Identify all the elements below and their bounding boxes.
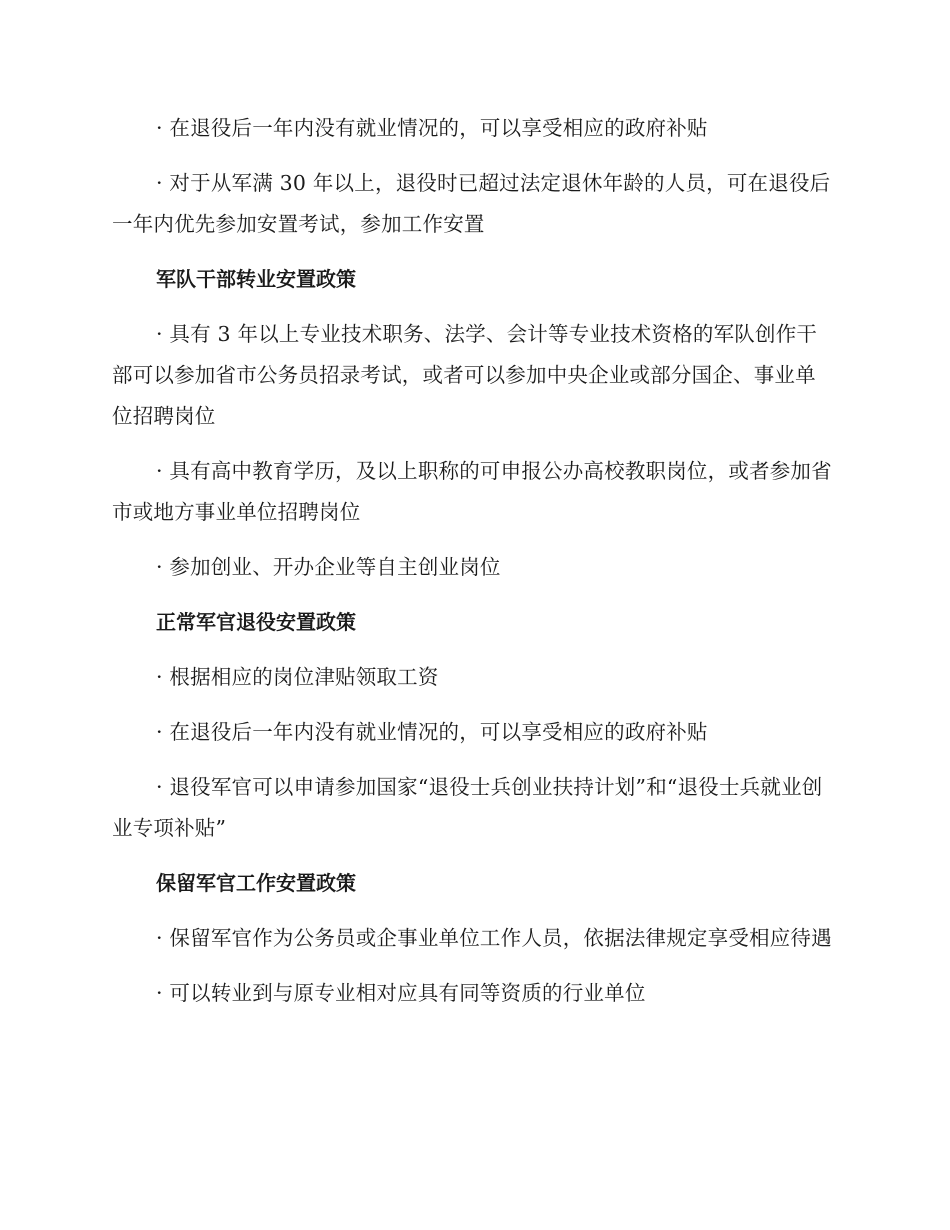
paragraph: · 退役军官可以申请参加国家“退役士兵创业扶持计划”和“退役士兵就业创业专项补贴” (112, 775, 823, 840)
spacer (112, 437, 832, 451)
paragraph: · 参加创业、开办企业等自主创业岗位 (156, 555, 501, 579)
paragraph: · 可以转业到与原专业相对应具有同等资质的行业单位 (156, 981, 646, 1005)
document-page (112, 108, 832, 1014)
spacer (112, 149, 832, 163)
paragraph: · 对于从军满 30 年以上，退役时已超过法定退休年龄的人员，可在退役后一年内优先参加安置考试，参加工作安置 (112, 171, 831, 236)
spacer (112, 643, 832, 657)
spacer (112, 849, 832, 863)
spacer (112, 753, 832, 767)
section-heading: 军队干部转业安置政策 (156, 267, 356, 291)
spacer (112, 698, 832, 712)
paragraph: · 在退役后一年内没有就业情况的，可以享受相应的政府补贴 (156, 720, 708, 744)
paragraph: · 保留军官作为公务员或企事业单位工作人员，依据法律规定享受相应待遇 (156, 926, 832, 950)
section-heading: 正常军官退役安置政策 (156, 610, 356, 634)
spacer (112, 300, 832, 314)
spacer (112, 959, 832, 973)
paragraph: · 具有高中教育学历，及以上职称的可申报公办高校教职岗位，或者参加省市或地方事业单位招聘岗位 (112, 459, 832, 524)
section-heading: 保留军官工作安置政策 (156, 871, 356, 895)
paragraph: · 根据相应的岗位津贴领取工资 (156, 665, 439, 689)
paragraph: · 在退役后一年内没有就业情况的，可以享受相应的政府补贴 (156, 116, 708, 140)
spacer (112, 904, 832, 918)
spacer (112, 245, 832, 259)
paragraph: · 具有 3 年以上专业技术职务、法学、会计等专业技术资格的军队创作干部可以参加省市公务员招录考试，或者可以参加中央企业或部分国企、事业单位招聘岗位 (112, 322, 818, 428)
spacer (112, 588, 832, 602)
spacer (112, 533, 832, 547)
